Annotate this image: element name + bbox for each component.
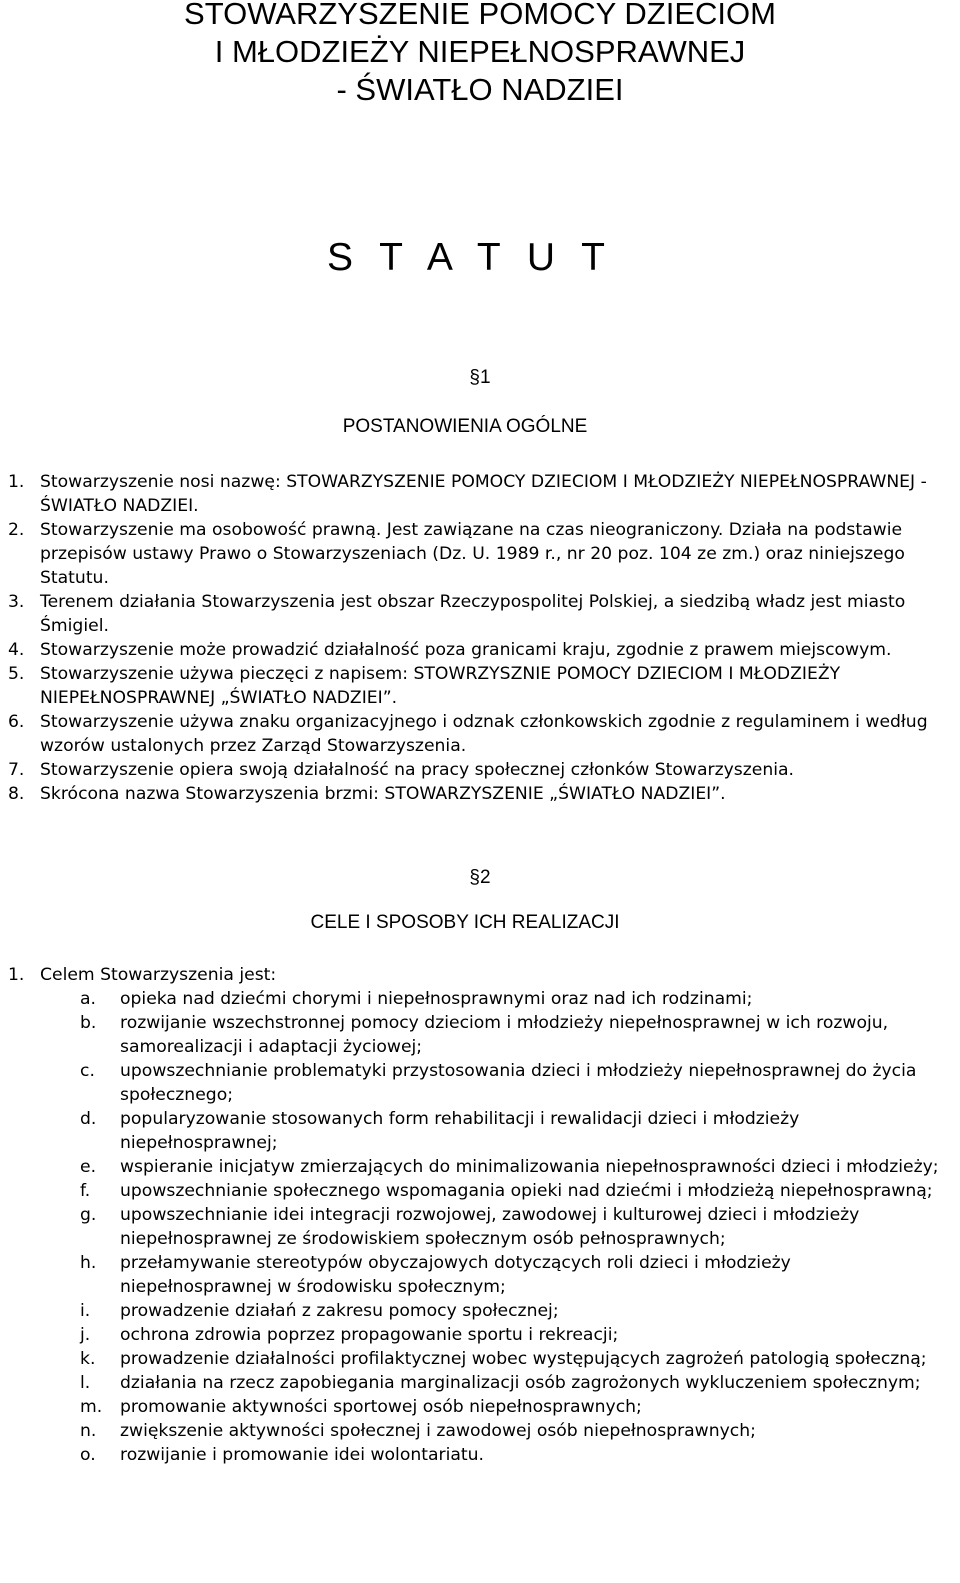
sub-list-item (8, 1395, 948, 1419)
list-item (8, 590, 943, 638)
sub-list-item (8, 1203, 948, 1251)
title-line-3: - ŚWIATŁO NADZIEI (336, 72, 624, 107)
item-text: Celem Stowarzyszenia jest: (40, 965, 277, 985)
sub-list-item (8, 1443, 948, 1467)
sub-item-text: rozwijanie wszechstronnej pomocy dzieciom i młodzieży niepełnosprawnej w ich rozwoju, samorealizacji i adaptacji życiowej; (120, 1013, 889, 1057)
section-1-number: 1 (480, 367, 491, 388)
sub-list-item (8, 987, 948, 1011)
sub-item-letter: c. (80, 1061, 95, 1081)
sub-list-item (8, 1299, 948, 1323)
item-number: 2. (8, 520, 25, 540)
sub-list-item (8, 1371, 948, 1395)
sub-item-text: popularyzowanie stosowanych form rehabilitacji i rewalidacji dzieci i młodzieży niepełnosprawnej; (120, 1109, 800, 1153)
item-number: 4. (8, 640, 25, 660)
section-1-mark (0, 367, 960, 389)
item-text: Stowarzyszenie nosi nazwę: STOWARZYSZENIE POMOCY DZIECIOM I MŁODZIEŻY NIEPEŁNOSPRAWNEJ - ŚWIATŁO NADZIEI. (40, 472, 927, 516)
sub-item-letter: n. (80, 1421, 97, 1441)
section-2-mark (0, 867, 960, 889)
document-type-heading: S T A T U T (326, 236, 613, 279)
sub-item-text: zwiększenie aktywności społecznej i zawodowej osób niepełnosprawnych; (120, 1421, 756, 1441)
item-number: 6. (8, 712, 25, 732)
sub-list-item (8, 1059, 948, 1107)
item-number: 1. (8, 472, 25, 492)
item-number: 8. (8, 784, 25, 804)
sub-list-item (8, 1347, 948, 1371)
sub-item-text: prowadzenie działań z zakresu pomocy społecznej; (120, 1301, 559, 1321)
title-line-1: STOWARZYSZENIE POMOCY DZIECIOM (184, 0, 776, 31)
sub-item-letter: m. (80, 1397, 103, 1417)
sub-list-item (8, 1107, 948, 1155)
list-item (8, 518, 943, 590)
sub-list-item (8, 1323, 948, 1347)
sub-item-letter: h. (80, 1253, 97, 1273)
item-number: 1. (8, 965, 25, 985)
section-1-list (8, 470, 943, 806)
sub-item-text: upowszechnianie społecznego wspomagania opieki nad dziećmi i młodzieżą niepełnosprawną; (120, 1181, 933, 1201)
sub-item-text: promowanie aktywności sportowej osób niepełnosprawnych; (120, 1397, 642, 1417)
section-1-heading: POSTANOWIENIA OGÓLNE (342, 416, 588, 437)
sub-list-item (8, 1251, 948, 1299)
section-sign: § (469, 867, 480, 888)
item-number: 7. (8, 760, 25, 780)
item-text: Stowarzyszenie może prowadzić działalność poza granicami kraju, zgodnie z prawem miejscowym. (40, 640, 892, 660)
item-text: Stowarzyszenie ma osobowość prawną. Jest zawiązane na czas nieograniczony. Działa na podstawie przepisów ustawy Prawo o Stowarzyszeniach (Dz. U. 1989 r., nr 20 poz. 104 ze zm.) oraz niniejszego Statutu. (40, 520, 905, 588)
sub-item-text: przełamywanie stereotypów obyczajowych dotyczących roli dzieci i młodzieży niepełnosprawnej w środowisku społecznym; (120, 1253, 791, 1297)
item-text: Skrócona nazwa Stowarzyszenia brzmi: STOWARZYSZENIE „ŚWIATŁO NADZIEI”. (40, 784, 726, 804)
sub-item-letter: a. (80, 989, 96, 1009)
sub-item-letter: b. (80, 1013, 97, 1033)
document-title (0, 0, 960, 109)
sub-list-item (8, 1179, 948, 1203)
section-2-number: 2 (480, 867, 491, 888)
item-text: Stowarzyszenie opiera swoją działalność na pracy społecznej członków Stowarzyszenia. (40, 760, 794, 780)
list-item (8, 758, 943, 782)
sub-item-text: prowadzenie działalności profilaktycznej wobec występujących zagrożeń patologią społeczną; (120, 1349, 927, 1369)
sub-item-text: działania na rzecz zapobiegania marginalizacji osób zagrożonych wykluczeniem społecznym; (120, 1373, 921, 1393)
item-number: 5. (8, 664, 25, 684)
sub-item-text: opieka nad dziećmi chorymi i niepełnosprawnymi oraz nad ich rodzinami; (120, 989, 753, 1009)
item-text: Stowarzyszenie używa pieczęci z napisem: STOWRZYSZNIE POMOCY DZIECIOM I MŁODZIEŻY NIEPEŁNOSPRAWNEJ „ŚWIATŁO NADZIEI”. (40, 664, 841, 708)
sub-item-letter: d. (80, 1109, 97, 1129)
section-sign: § (469, 367, 480, 388)
sub-item-text: upowszechnianie problematyki przystosowania dzieci i młodzieży niepełnosprawnej do życia społecznego; (120, 1061, 917, 1105)
sub-list-item (8, 1011, 948, 1059)
sub-item-text: ochrona zdrowia poprzez propagowanie sportu i rekreacji; (120, 1325, 619, 1345)
section-2-list (8, 963, 948, 1467)
sub-item-text: upowszechnianie idei integracji rozwojowej, zawodowej i kulturowej dzieci i młodzieży niepełnosprawnej ze środowiskiem społecznym osób pełnosprawnych; (120, 1205, 860, 1249)
sub-item-letter: l. (80, 1373, 91, 1393)
sub-item-letter: i. (80, 1301, 91, 1321)
item-text: Stowarzyszenie używa znaku organizacyjnego i odznak członkowskich zgodnie z regulaminem i według wzorów ustalonych przez Zarząd Stowarzyszenia. (40, 712, 928, 756)
list-item (8, 638, 943, 662)
item-text: Terenem działania Stowarzyszenia jest obszar Rzeczypospolitej Polskiej, a siedzibą władz jest miasto Śmigiel. (40, 592, 906, 636)
sub-item-letter: j. (80, 1325, 91, 1345)
sub-item-letter: k. (80, 1349, 96, 1369)
list-item (8, 782, 943, 806)
sub-item-letter: e. (80, 1157, 97, 1177)
sub-item-text: rozwijanie i promowanie idei wolontariatu. (120, 1445, 484, 1465)
list-item (8, 470, 943, 518)
list-item (8, 662, 943, 710)
list-item (8, 963, 948, 987)
sub-list-item (8, 1155, 948, 1179)
sub-item-letter: g. (80, 1205, 97, 1225)
title-line-2: I MŁODZIEŻY NIEPEŁNOSPRAWNEJ (214, 34, 746, 69)
sub-item-letter: o. (80, 1445, 96, 1465)
sub-list-item (8, 1419, 948, 1443)
sub-item-letter: f. (80, 1181, 91, 1201)
list-item (8, 710, 943, 758)
section-2-heading: CELE I SPOSOBY ICH REALIZACJI (310, 912, 620, 933)
item-number: 3. (8, 592, 25, 612)
sub-item-text: wspieranie inicjatyw zmierzających do minimalizowania niepełnosprawności dzieci i młodzieży; (120, 1157, 939, 1177)
